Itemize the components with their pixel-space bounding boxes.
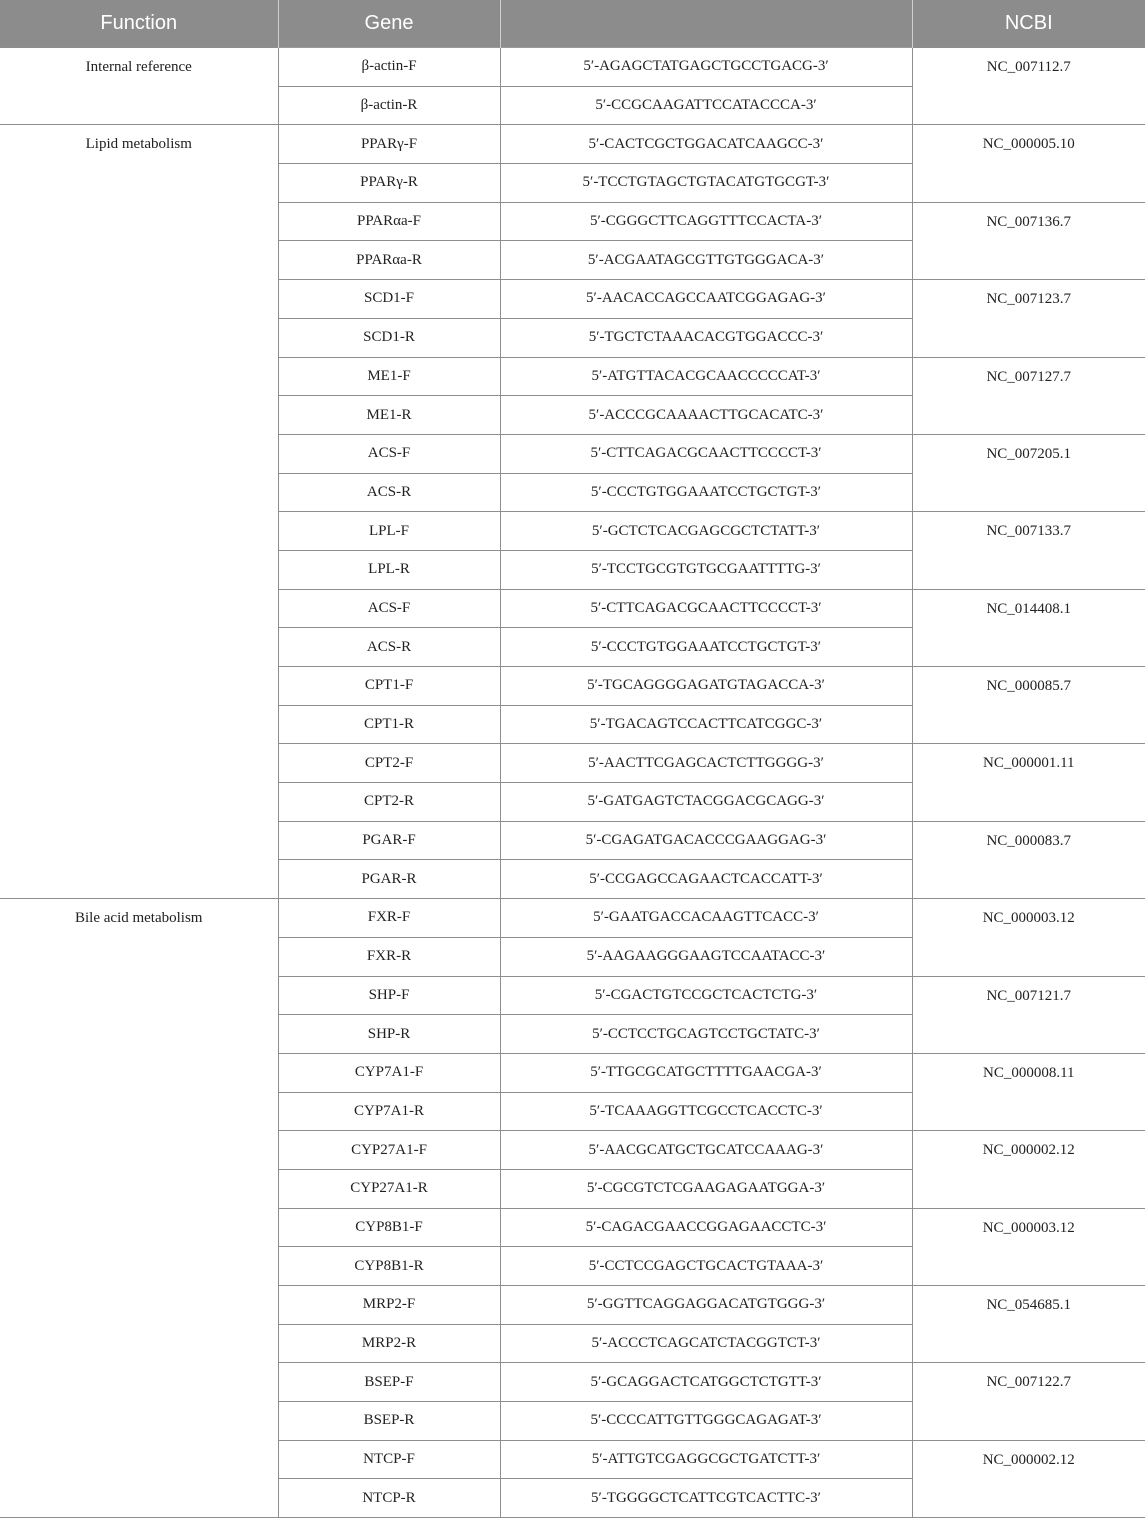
gene-cell: CPT1-R [278,705,500,744]
gene-cell: SCD1-F [278,280,500,319]
table-header [0,0,1145,48]
ncbi-cell: NC_000008.11 [912,1053,1145,1130]
gene-cell: PGAR-R [278,860,500,899]
gene-cell: CYP7A1-F [278,1053,500,1092]
gene-cell: β-actin-F [278,48,500,87]
sequence-cell: 5′-CCCCATTGTTGGGCAGAGAT-3′ [500,1402,912,1441]
sequence-cell: 5′-GAATGACCACAAGTTCACC-3′ [500,899,912,938]
sequence-cell: 5′-TGCAGGGGAGATGTAGACCA-3′ [500,667,912,706]
ncbi-cell: NC_007112.7 [912,48,1145,125]
sequence-cell: 5′-ATTGTCGAGGCGCTGATCTT-3′ [500,1440,912,1479]
sequence-cell: 5′-GGTTCAGGAGGACATGTGGG-3′ [500,1286,912,1325]
sequence-cell: 5′-CGAGATGACACCCGAAGGAG-3′ [500,821,912,860]
ncbi-cell: NC_007133.7 [912,512,1145,589]
sequence-cell: 5′-GCTCTCACGAGCGCTCTATT-3′ [500,512,912,551]
sequence-cell: 5′-TGACAGTCCACTTCATCGGC-3′ [500,705,912,744]
table-body [0,48,1145,1518]
sequence-cell: 5′-TTGCGCATGCTTTTGAACGA-3′ [500,1053,912,1092]
function-cell: Internal reference [0,48,278,125]
gene-cell: PPARαa-F [278,202,500,241]
gene-cell: SHP-R [278,1015,500,1054]
sequence-cell: 5′-CTTCAGACGCAACTTCCCCT-3′ [500,589,912,628]
ncbi-cell: NC_007136.7 [912,202,1145,279]
sequence-cell: 5′-TCCTGTAGCTGTACATGTGCGT-3′ [500,164,912,203]
header-row [0,0,1145,48]
gene-cell: MRP2-F [278,1286,500,1325]
ncbi-cell: NC_007127.7 [912,357,1145,434]
sequence-cell: 5′-TCAAAGGTTCGCCTCACCTC-3′ [500,1092,912,1131]
gene-cell: BSEP-R [278,1402,500,1441]
sequence-cell: 5′-CCGCAAGATTCCATACCCA-3′ [500,86,912,125]
sequence-cell: 5′-AAGAAGGGAAGTCCAATACC-3′ [500,937,912,976]
ncbi-cell: NC_000003.12 [912,899,1145,976]
gene-cell: CYP8B1-R [278,1247,500,1286]
sequence-cell: 5′-CCGAGCCAGAACTCACCATT-3′ [500,860,912,899]
gene-cell: ACS-F [278,434,500,473]
ncbi-cell: NC_054685.1 [912,1286,1145,1363]
sequence-cell: 5′-GCAGGACTCATGGCTCTGTT-3′ [500,1363,912,1402]
sequence-cell: 5′-CACTCGCTGGACATCAAGCC-3′ [500,125,912,164]
gene-cell: MRP2-R [278,1324,500,1363]
ncbi-cell: NC_000002.12 [912,1131,1145,1208]
function-cell: Bile acid metabolism [0,899,278,1518]
gene-cell: CYP27A1-R [278,1169,500,1208]
sequence-cell: 5′-CGACTGTCCGCTCACTCTG-3′ [500,976,912,1015]
sequence-cell: 5′-AACGCATGCTGCATCCAAAG-3′ [500,1131,912,1170]
gene-cell: ME1-R [278,396,500,435]
ncbi-cell: NC_007123.7 [912,280,1145,357]
gene-cell: CYP27A1-F [278,1131,500,1170]
ncbi-cell: NC_000001.11 [912,744,1145,821]
header-ncbi: NCBI [912,0,1145,48]
sequence-cell: 5′-AACTTCGAGCACTCTTGGGG-3′ [500,744,912,783]
sequence-cell: 5′-CGCGTCTCGAAGAGAATGGA-3′ [500,1169,912,1208]
gene-cell: ACS-R [278,473,500,512]
sequence-cell: 5′-CCCTGTGGAAATCCTGCTGT-3′ [500,473,912,512]
sequence-cell: 5′-ACCCGCAAAACTTGCACATC-3′ [500,396,912,435]
gene-cell: NTCP-F [278,1440,500,1479]
function-cell: Lipid metabolism [0,125,278,899]
gene-cell: PPARγ-R [278,164,500,203]
ncbi-cell: NC_000085.7 [912,667,1145,744]
gene-cell: FXR-R [278,937,500,976]
ncbi-cell: NC_007122.7 [912,1363,1145,1440]
gene-cell: NTCP-R [278,1479,500,1518]
sequence-cell: 5′-CCCTGTGGAAATCCTGCTGT-3′ [500,628,912,667]
header-sequence [500,0,912,48]
sequence-cell: 5′-TGCTCTAAACACGTGGACCC-3′ [500,318,912,357]
sequence-cell: 5′-CTTCAGACGCAACTTCCCCT-3′ [500,434,912,473]
gene-cell: ME1-F [278,357,500,396]
gene-cell: CPT1-F [278,667,500,706]
sequence-cell: 5′-TGGGGCTCATTCGTCACTTC-3′ [500,1479,912,1518]
sequence-cell: 5′-ATGTTACACGCAACCCCCAT-3′ [500,357,912,396]
ncbi-cell: NC_000005.10 [912,125,1145,202]
sequence-cell: 5′-CCTCCGAGCTGCACTGTAAA-3′ [500,1247,912,1286]
ncbi-cell: NC_007205.1 [912,434,1145,511]
gene-cell: β-actin-R [278,86,500,125]
sequence-cell: 5′-TCCTGCGTGTGCGAATTTTG-3′ [500,550,912,589]
sequence-cell: 5′-ACGAATAGCGTTGTGGGACA-3′ [500,241,912,280]
gene-cell: FXR-F [278,899,500,938]
gene-cell: PGAR-F [278,821,500,860]
table-row [0,48,1145,87]
gene-cell: ACS-R [278,628,500,667]
gene-cell: LPL-R [278,550,500,589]
sequence-cell: 5′-CCTCCTGCAGTCCTGCTATC-3′ [500,1015,912,1054]
gene-cell: PPARγ-F [278,125,500,164]
ncbi-cell: NC_007121.7 [912,976,1145,1053]
gene-cell: LPL-F [278,512,500,551]
gene-cell: PPARαa-R [278,241,500,280]
ncbi-cell: NC_014408.1 [912,589,1145,666]
table-row [0,899,1145,938]
gene-cell: CPT2-R [278,783,500,822]
sequence-cell: 5′-ACCCTCAGCATCTACGGTCT-3′ [500,1324,912,1363]
header-gene: Gene [278,0,500,48]
ncbi-cell: NC_000003.12 [912,1208,1145,1285]
gene-cell: CYP7A1-R [278,1092,500,1131]
sequence-cell: 5′-AGAGCTATGAGCTGCCTGACG-3′ [500,48,912,87]
sequence-cell: 5′-CGGGCTTCAGGTTTCCACTA-3′ [500,202,912,241]
ncbi-cell: NC_000083.7 [912,821,1145,898]
gene-cell: BSEP-F [278,1363,500,1402]
sequence-cell: 5′-CAGACGAACCGGAGAACCTC-3′ [500,1208,912,1247]
gene-cell: ACS-F [278,589,500,628]
table-row [0,125,1145,164]
gene-cell: SHP-F [278,976,500,1015]
gene-cell: SCD1-R [278,318,500,357]
sequence-cell: 5′-GATGAGTCTACGGACGCAGG-3′ [500,783,912,822]
gene-cell: CYP8B1-F [278,1208,500,1247]
ncbi-cell: NC_000002.12 [912,1440,1145,1517]
gene-cell: CPT2-F [278,744,500,783]
sequence-cell: 5′-AACACCAGCCAATCGGAGAG-3′ [500,280,912,319]
header-function: Function [0,0,278,48]
